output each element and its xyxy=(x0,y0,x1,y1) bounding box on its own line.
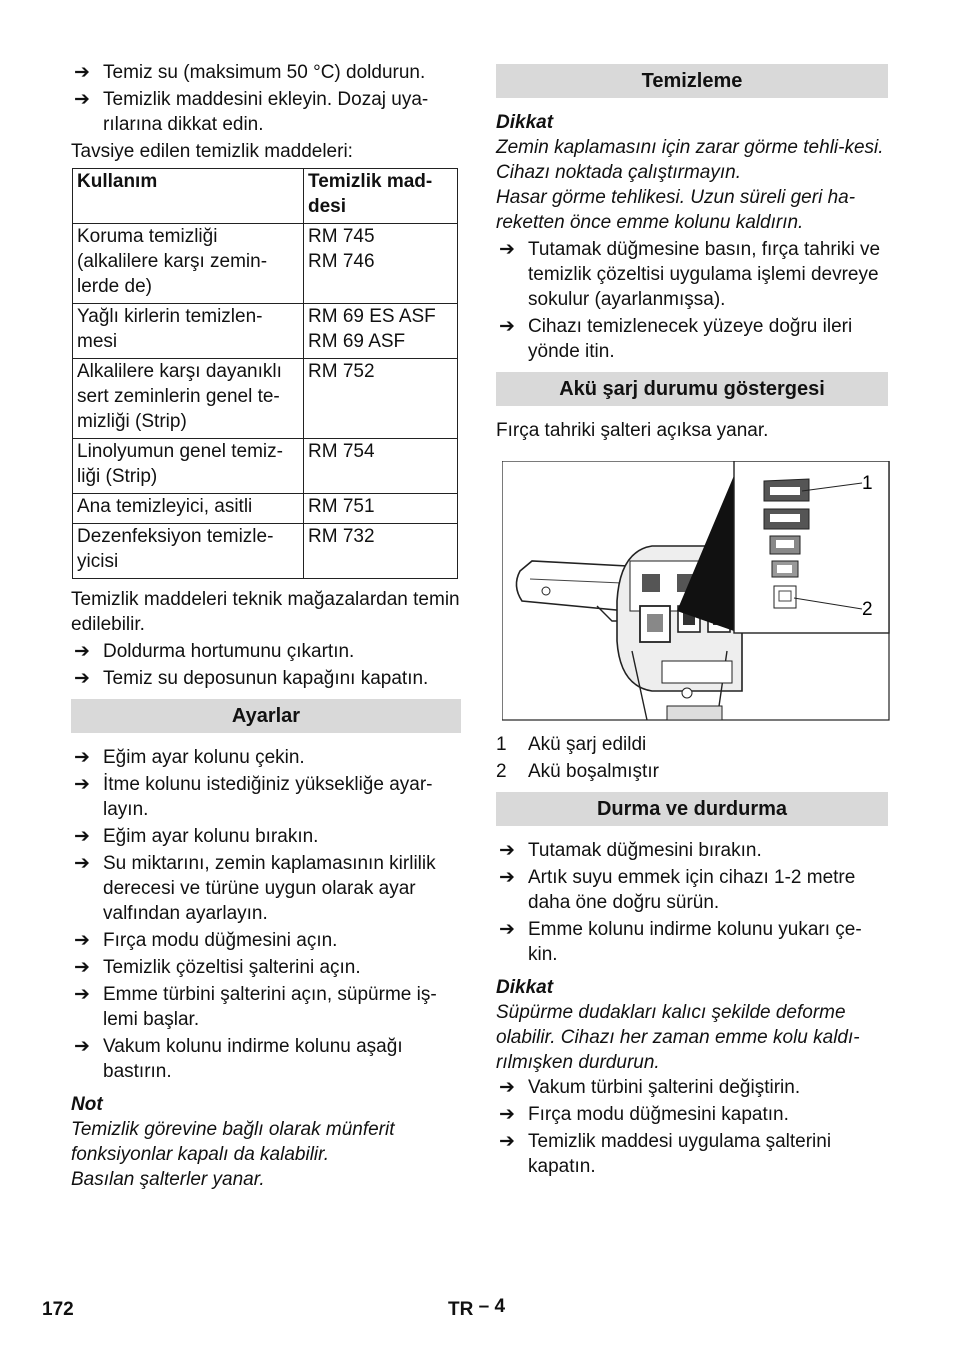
arrow-icon: ➔ xyxy=(74,984,90,1005)
step-settings: ➔ Fırça modu düğmesini açın. xyxy=(74,930,338,951)
arrow-icon: ➔ xyxy=(74,641,90,662)
step-settings: ➔ Vakum kolunu indirme kolunu aşağı bastırın. xyxy=(74,1036,403,1082)
table-cell: Linolyumun genel temiz-liği (Strip) xyxy=(73,439,304,494)
step-shutdown: ➔ Temizlik maddesi uygulama şalterini kapatın. xyxy=(499,1131,832,1177)
step-settings: ➔ Temizlik çözeltisi şalterini açın. xyxy=(74,957,361,978)
table-cell: RM 69 ES ASF RM 69 ASF xyxy=(304,304,458,359)
arrow-icon: ➔ xyxy=(499,1131,515,1152)
arrow-icon: ➔ xyxy=(74,62,90,83)
arrow-icon: ➔ xyxy=(74,668,90,689)
step-settings: ➔ Eğim ayar kolunu bırakın. xyxy=(74,826,319,847)
table-header-row xyxy=(73,169,458,224)
table-cell: Ana temizleyici, asitli xyxy=(73,494,304,524)
step-settings: ➔ Eğim ayar kolunu çekin. xyxy=(74,747,305,768)
arrow-icon: ➔ xyxy=(74,747,90,768)
section-durma: Durma ve durdurma xyxy=(496,792,888,826)
legend-item-empty: 2 Akü boşalmıştır xyxy=(496,761,659,782)
arrow-icon: ➔ xyxy=(499,840,515,861)
table-row xyxy=(73,494,458,524)
warning-text: Zemin kaplamasını için zarar görme tehli-kesi. Cihazı noktada çalıştırmayın. xyxy=(496,137,884,183)
step-stopping: ➔ Emme kolunu indirme kolunu yukarı çe-kin. xyxy=(499,919,862,965)
arrow-icon: ➔ xyxy=(499,919,515,940)
step-settings: ➔ Emme türbini şalterini açın, süpürme iş-lemi başlar. xyxy=(74,984,437,1030)
note-title: Not xyxy=(71,1094,103,1115)
callout-2: 2 xyxy=(862,599,873,620)
arrow-icon: ➔ xyxy=(74,957,90,978)
table-cell: RM 732 xyxy=(304,524,458,579)
battery-indicator-figure xyxy=(502,461,890,721)
warning-title: Dikkat xyxy=(496,112,554,133)
note-text: Temizlik görevine bağlı olarak münferit fonksiyonlar kapalı da kalabilir. xyxy=(71,1119,395,1165)
step-shutdown: ➔ Fırça modu düğmesini kapatın. xyxy=(499,1104,789,1125)
legend-item-charged: 1 Akü şarj edildi xyxy=(496,734,647,755)
table-row xyxy=(73,359,458,439)
step-fill-water: ➔ Temiz su (maksimum 50 °C) doldurun. xyxy=(74,62,426,83)
table-cell: RM 752 xyxy=(304,359,458,439)
step-close-lid: ➔ Temiz su deposunun kapağını kapatın. xyxy=(74,668,429,689)
warning-text: Süpürme dudakları kalıcı şekilde deforme olabilir. Cihazı her zaman emme kolu kaldı-rılmışken durdurun. xyxy=(496,1002,860,1073)
step-stopping: ➔ Tutamak düğmesini bırakın. xyxy=(499,840,762,861)
availability-text: Temizlik maddeleri teknik mağazalardan temin edilebilir. xyxy=(71,589,460,635)
table-row xyxy=(73,224,458,304)
arrow-icon: ➔ xyxy=(499,1104,515,1125)
table-header-usage: Kullanım xyxy=(73,169,304,224)
step-stopping: ➔ Artık suyu emmek için cihazı 1-2 metre daha öne doğru sürün. xyxy=(499,867,856,913)
table-row xyxy=(73,524,458,579)
arrow-icon: ➔ xyxy=(74,89,90,110)
table-cell: Koruma temizliği (alkalilere karşı zemin-lerde de) xyxy=(73,224,304,304)
right-column xyxy=(496,60,888,1181)
section-temizleme: Temizleme xyxy=(496,64,888,98)
left-column xyxy=(71,60,461,1192)
step-settings: ➔ Su miktarını, zemin kaplamasının kirlilik derecesi ve türüne uygun olarak ayar valfından ayarlayın. xyxy=(74,853,436,924)
table-cell: Alkalilere karşı dayanıklı sert zeminlerin genel te-mizliği (Strip) xyxy=(73,359,304,439)
arrow-icon: ➔ xyxy=(499,316,515,337)
table-cell: Dezenfeksiyon temizle-yicisi xyxy=(73,524,304,579)
table-header-detergent: Temizlik mad-desi xyxy=(304,169,458,224)
step-add-detergent: ➔ Temizlik maddesini ekleyin. Dozaj uya-rılarına dikkat edin. xyxy=(74,89,429,135)
step-settings: ➔ İtme kolunu istediğiniz yüksekliğe ayar-layın. xyxy=(74,774,433,820)
table-cell: RM 745 RM 746 xyxy=(304,224,458,304)
table-cell: Yağlı kirlerin temizlen-mesi xyxy=(73,304,304,359)
callout-1: 1 xyxy=(862,473,873,494)
step-cleaning: ➔ Tutamak düğmesine basın, fırça tahriki ve temizlik çözeltisi uygulama işlemi devreye sokulur (ayarlanmışsa). xyxy=(499,239,881,310)
section-ayarlar: Ayarlar xyxy=(71,699,461,733)
table-row xyxy=(73,304,458,359)
arrow-icon: ➔ xyxy=(499,1077,515,1098)
table-row xyxy=(73,439,458,494)
table-cell: RM 751 xyxy=(304,494,458,524)
table-cell: RM 754 xyxy=(304,439,458,494)
warning-title: Dikkat xyxy=(496,977,554,998)
step-shutdown: ➔ Vakum türbini şalterini değiştirin. xyxy=(499,1077,801,1098)
warning-text: Hasar görme tehlikesi. Uzun süreli geri ha-reketten önce emme kolunu kaldırın. xyxy=(496,187,856,233)
page-code: TR – 4 xyxy=(448,1296,506,1320)
recommended-label: Tavsiye edilen temizlik maddeleri: xyxy=(71,141,353,162)
arrow-icon: ➔ xyxy=(499,239,515,260)
section-battery-indicator: Akü şarj durumu göstergesi xyxy=(496,372,888,406)
detergent-table xyxy=(72,168,458,579)
battery-description: Fırça tahriki şalteri açıksa yanar. xyxy=(496,420,769,441)
arrow-icon: ➔ xyxy=(74,853,90,874)
arrow-icon: ➔ xyxy=(499,867,515,888)
page-number: 172 xyxy=(42,1299,74,1320)
step-remove-hose: ➔ Doldurma hortumunu çıkartın. xyxy=(74,641,355,662)
note-text: Basılan şalterler yanar. xyxy=(71,1169,265,1190)
arrow-icon: ➔ xyxy=(74,1036,90,1057)
step-cleaning: ➔ Cihazı temizlenecek yüzeye doğru ileri yönde itin. xyxy=(499,316,853,362)
arrow-icon: ➔ xyxy=(74,826,90,847)
arrow-icon: ➔ xyxy=(74,774,90,795)
arrow-icon: ➔ xyxy=(74,930,90,951)
